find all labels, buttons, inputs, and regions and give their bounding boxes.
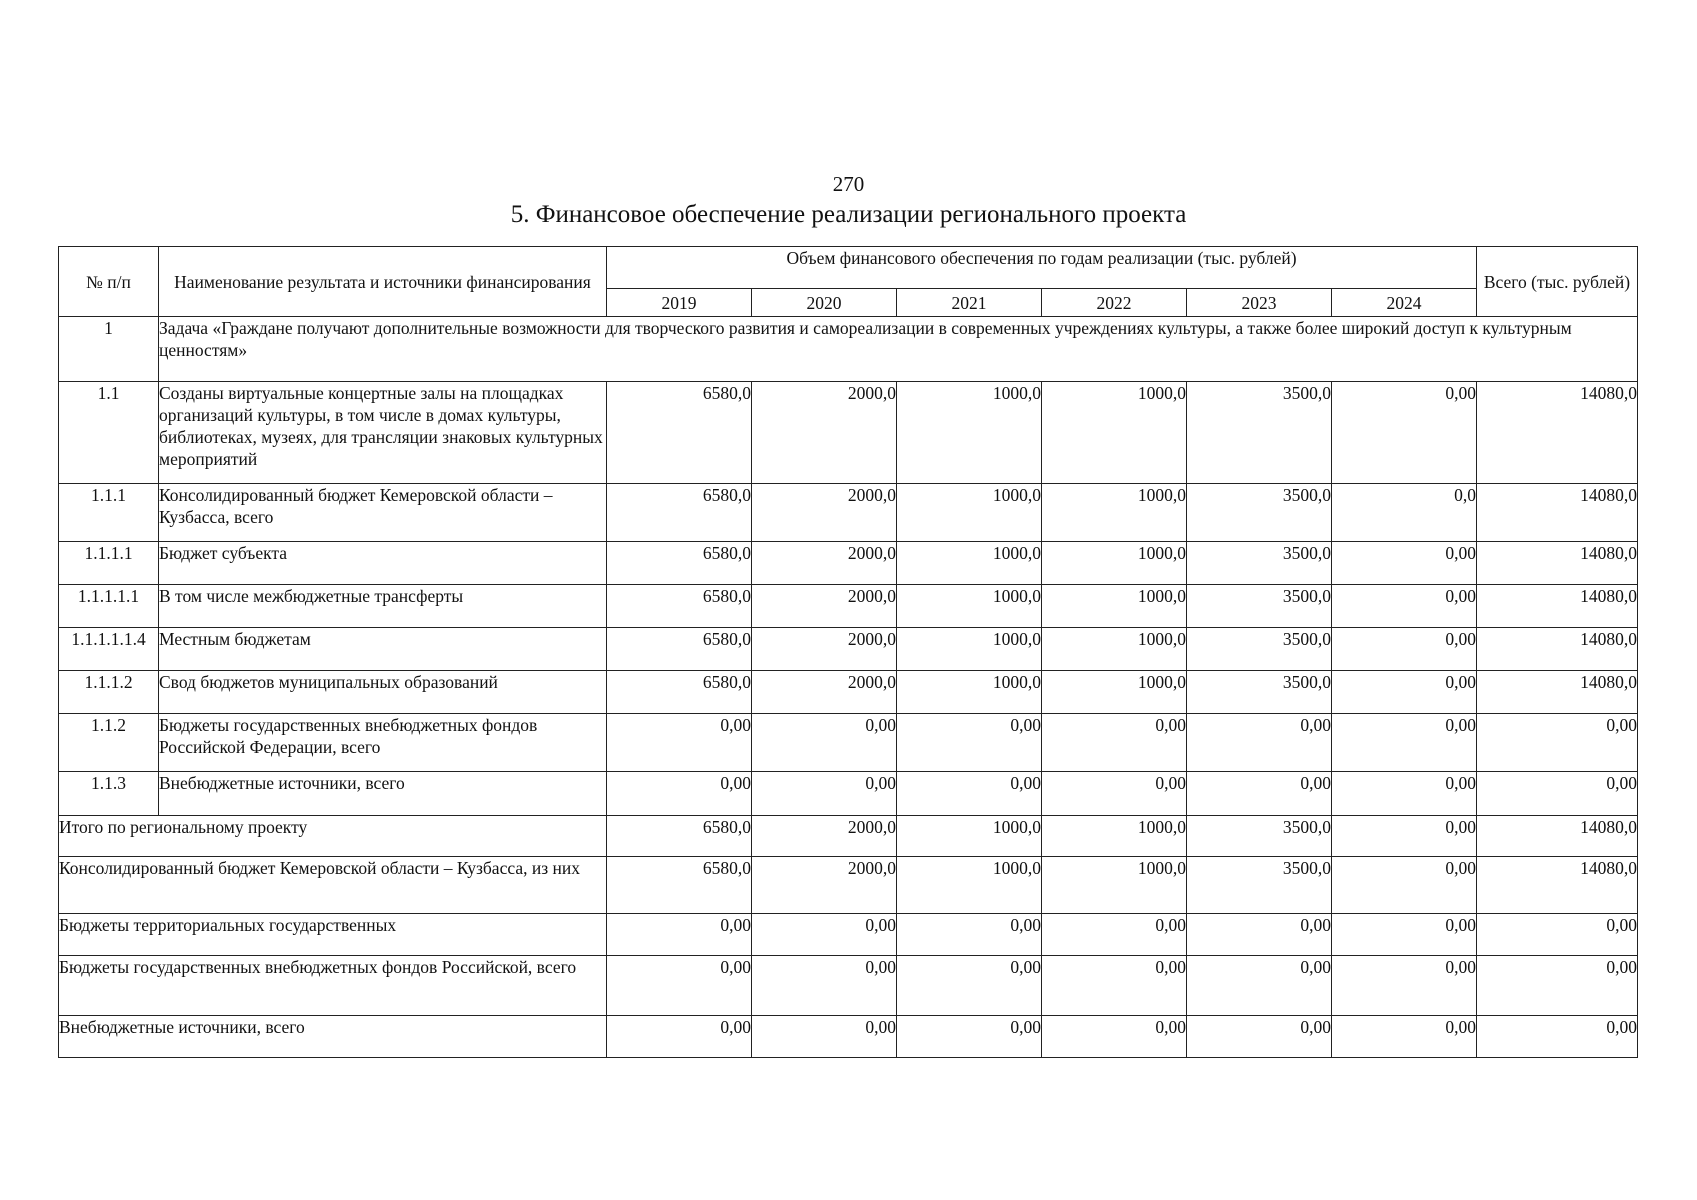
header-year: 2024 [1332, 289, 1477, 317]
summary-value-2022: 1000,0 [1042, 857, 1187, 914]
row-value-2021: 0,00 [897, 772, 1042, 816]
summary-value-2021: 0,00 [897, 956, 1042, 1016]
row-value-2022: 1000,0 [1042, 671, 1187, 714]
task-row [59, 317, 1638, 382]
header-year: 2021 [897, 289, 1042, 317]
row-total: 14080,0 [1477, 628, 1638, 671]
summary-value-2024: 0,00 [1332, 857, 1477, 914]
header-year: 2023 [1187, 289, 1332, 317]
row-value-2024: 0,00 [1332, 714, 1477, 772]
row-name: Бюджет субъекта [159, 542, 607, 585]
row-value-2023: 3500,0 [1187, 542, 1332, 585]
row-value-2019: 6580,0 [607, 671, 752, 714]
row-value-2022: 0,00 [1042, 714, 1187, 772]
summary-value-2022: 0,00 [1042, 914, 1187, 956]
row-total: 14080,0 [1477, 671, 1638, 714]
table-row [59, 484, 1638, 542]
row-value-2019: 6580,0 [607, 484, 752, 542]
table-row [59, 585, 1638, 628]
row-value-2022: 0,00 [1042, 772, 1187, 816]
page-number: 270 [832, 172, 865, 196]
row-value-2022: 1000,0 [1042, 542, 1187, 585]
row-value-2020: 2000,0 [752, 484, 897, 542]
summary-name: Бюджеты государственных внебюджетных фондов Российской, всего [59, 956, 607, 1016]
row-total: 0,00 [1477, 772, 1638, 816]
summary-value-2020: 0,00 [752, 956, 897, 1016]
row-value-2021: 1000,0 [897, 484, 1042, 542]
row-value-2021: 1000,0 [897, 585, 1042, 628]
row-num: 1.1.3 [59, 772, 159, 816]
row-name: Созданы виртуальные концертные залы на площадках организаций культуры, в том числе в домах культуры, библиотеках, музеях, для трансляции знаковых культурных мероприятий [159, 382, 607, 484]
row-name: Свод бюджетов муниципальных образований [159, 671, 607, 714]
summary-value-2020: 2000,0 [752, 816, 897, 857]
row-value-2023: 0,00 [1187, 714, 1332, 772]
row-value-2019: 6580,0 [607, 628, 752, 671]
summary-name: Бюджеты территориальных государственных [59, 914, 607, 956]
summary-value-2020: 0,00 [752, 1016, 897, 1058]
row-num: 1.1.1.1.1.4 [59, 628, 159, 671]
summary-value-2022: 0,00 [1042, 956, 1187, 1016]
header-name: Наименование результата и источники финансирования [159, 247, 607, 317]
row-value-2023: 3500,0 [1187, 484, 1332, 542]
summary-row [59, 816, 1638, 857]
row-name: Бюджеты государственных внебюджетных фондов Российской Федерации, всего [159, 714, 607, 772]
row-name: Внебюджетные источники, всего [159, 772, 607, 816]
summary-value-2021: 0,00 [897, 914, 1042, 956]
row-total: 14080,0 [1477, 585, 1638, 628]
table-row [59, 542, 1638, 585]
header-year: 2022 [1042, 289, 1187, 317]
row-value-2023: 3500,0 [1187, 671, 1332, 714]
summary-value-2019: 6580,0 [607, 857, 752, 914]
summary-row [59, 1016, 1638, 1058]
summary-value-2023: 0,00 [1187, 914, 1332, 956]
row-value-2020: 0,00 [752, 714, 897, 772]
row-value-2021: 1000,0 [897, 382, 1042, 484]
row-value-2020: 2000,0 [752, 628, 897, 671]
summary-name: Внебюджетные источники, всего [59, 1016, 607, 1058]
summary-value-2019: 6580,0 [607, 816, 752, 857]
row-value-2019: 6580,0 [607, 585, 752, 628]
summary-value-2021: 1000,0 [897, 816, 1042, 857]
table-row [59, 772, 1638, 816]
summary-value-2024: 0,00 [1332, 956, 1477, 1016]
row-value-2024: 0,00 [1332, 585, 1477, 628]
row-value-2021: 1000,0 [897, 542, 1042, 585]
row-value-2022: 1000,0 [1042, 585, 1187, 628]
row-num: 1.1 [59, 382, 159, 484]
summary-row [59, 956, 1638, 1016]
row-total: 14080,0 [1477, 382, 1638, 484]
summary-name: Консолидированный бюджет Кемеровской области – Кузбасса, из них [59, 857, 607, 914]
summary-value-2020: 2000,0 [752, 857, 897, 914]
row-total: 0,00 [1477, 714, 1638, 772]
summary-value-2024: 0,00 [1332, 914, 1477, 956]
summary-value-2024: 0,00 [1332, 816, 1477, 857]
table-row [59, 671, 1638, 714]
summary-value-2019: 0,00 [607, 914, 752, 956]
row-value-2019: 6580,0 [607, 542, 752, 585]
row-num: 1.1.1 [59, 484, 159, 542]
task-text: Задача «Граждане получают дополнительные возможности для творческого развития и самореализации в современных учреждениях культуры, а также более широкий доступ к культурным ценностям» [159, 317, 1638, 382]
row-value-2021: 0,00 [897, 714, 1042, 772]
summary-total: 0,00 [1477, 1016, 1638, 1058]
header-year: 2020 [752, 289, 897, 317]
header-volume: Объем финансового обеспечения по годам реализации (тыс. рублей) [607, 247, 1477, 289]
table-row [59, 382, 1638, 484]
row-num: 1.1.2 [59, 714, 159, 772]
row-value-2024: 0,00 [1332, 542, 1477, 585]
header-year: 2019 [607, 289, 752, 317]
summary-value-2019: 0,00 [607, 956, 752, 1016]
financing-table [58, 246, 1638, 1058]
row-value-2024: 0,00 [1332, 382, 1477, 484]
row-value-2019: 0,00 [607, 772, 752, 816]
summary-value-2021: 0,00 [897, 1016, 1042, 1058]
row-value-2021: 1000,0 [897, 671, 1042, 714]
row-value-2023: 0,00 [1187, 772, 1332, 816]
row-value-2024: 0,0 [1332, 484, 1477, 542]
summary-value-2023: 0,00 [1187, 1016, 1332, 1058]
row-value-2022: 1000,0 [1042, 382, 1187, 484]
row-name: Консолидированный бюджет Кемеровской области – Кузбасса, всего [159, 484, 607, 542]
row-value-2024: 0,00 [1332, 671, 1477, 714]
row-value-2020: 2000,0 [752, 671, 897, 714]
row-name: Местным бюджетам [159, 628, 607, 671]
row-num: 1.1.1.2 [59, 671, 159, 714]
summary-value-2022: 0,00 [1042, 1016, 1187, 1058]
row-value-2020: 0,00 [752, 772, 897, 816]
row-value-2024: 0,00 [1332, 772, 1477, 816]
row-value-2023: 3500,0 [1187, 628, 1332, 671]
header-num: № п/п [59, 247, 159, 317]
row-num: 1.1.1.1.1 [59, 585, 159, 628]
summary-row [59, 914, 1638, 956]
row-value-2019: 0,00 [607, 714, 752, 772]
task-num: 1 [59, 317, 159, 382]
row-value-2022: 1000,0 [1042, 484, 1187, 542]
summary-total: 0,00 [1477, 956, 1638, 1016]
summary-value-2024: 0,00 [1332, 1016, 1477, 1058]
summary-value-2023: 3500,0 [1187, 816, 1332, 857]
row-value-2021: 1000,0 [897, 628, 1042, 671]
row-value-2019: 6580,0 [607, 382, 752, 484]
row-value-2023: 3500,0 [1187, 585, 1332, 628]
summary-value-2023: 0,00 [1187, 956, 1332, 1016]
summary-total: 0,00 [1477, 914, 1638, 956]
summary-value-2021: 1000,0 [897, 857, 1042, 914]
row-value-2022: 1000,0 [1042, 628, 1187, 671]
row-value-2020: 2000,0 [752, 542, 897, 585]
table-row [59, 628, 1638, 671]
row-num: 1.1.1.1 [59, 542, 159, 585]
summary-value-2022: 1000,0 [1042, 816, 1187, 857]
row-value-2024: 0,00 [1332, 628, 1477, 671]
summary-value-2019: 0,00 [607, 1016, 752, 1058]
summary-name: Итого по региональному проекту [59, 816, 607, 857]
row-name: В том числе межбюджетные трансферты [159, 585, 607, 628]
header-total: Всего (тыс. рублей) [1477, 247, 1638, 317]
summary-total: 14080,0 [1477, 857, 1638, 914]
row-total: 14080,0 [1477, 484, 1638, 542]
summary-value-2023: 3500,0 [1187, 857, 1332, 914]
summary-row [59, 857, 1638, 914]
table-row [59, 714, 1638, 772]
row-value-2020: 2000,0 [752, 585, 897, 628]
page-title: 5. Финансовое обеспечение реализации регионального проекта [510, 201, 1187, 228]
row-value-2020: 2000,0 [752, 382, 897, 484]
row-total: 14080,0 [1477, 542, 1638, 585]
row-value-2023: 3500,0 [1187, 382, 1332, 484]
summary-value-2020: 0,00 [752, 914, 897, 956]
summary-total: 14080,0 [1477, 816, 1638, 857]
